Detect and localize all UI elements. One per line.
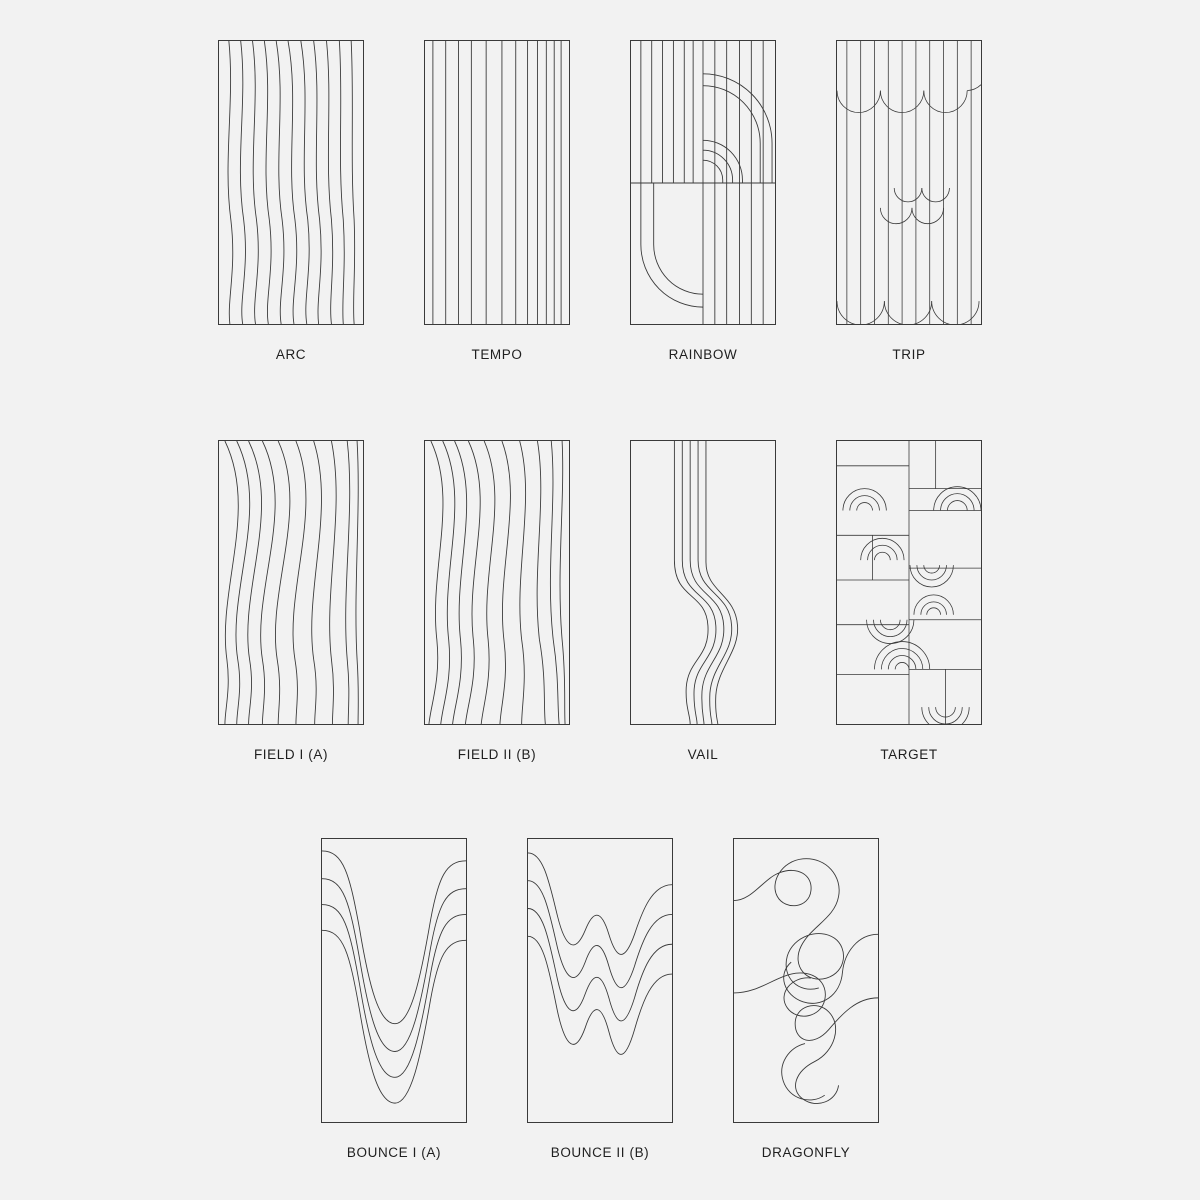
pattern-cell-target[interactable]: [806, 440, 1012, 762]
pattern-label: DRAGONFLY: [761, 1145, 851, 1160]
pattern-panel-field-2-b[interactable]: [424, 440, 570, 725]
pattern-label: FIELD II (B): [457, 747, 537, 762]
pattern-cell-rainbow[interactable]: [600, 40, 806, 362]
pattern-cell-bounce-2-b[interactable]: [497, 838, 703, 1160]
pattern-row-1: [0, 40, 1200, 362]
pattern-label: BOUNCE II (B): [550, 1145, 650, 1160]
pattern-panel-rainbow[interactable]: [630, 40, 776, 325]
pattern-panel-trip[interactable]: [836, 40, 982, 325]
row-3-spacer: [85, 838, 291, 1160]
pattern-cell-arc[interactable]: [188, 40, 394, 362]
pattern-panel-vail[interactable]: [630, 440, 776, 725]
pattern-label: TRIP: [892, 347, 926, 362]
pattern-cell-vail[interactable]: [600, 440, 806, 762]
pattern-panel-arc[interactable]: [218, 40, 364, 325]
continuous-loop-scribble-icon: [734, 839, 878, 1122]
pattern-cell-dragonfly[interactable]: [703, 838, 909, 1160]
pattern-cell-bounce-1-a[interactable]: [291, 838, 497, 1160]
pattern-label: BOUNCE I (A): [346, 1145, 442, 1160]
pattern-cell-field-2-b[interactable]: [394, 440, 600, 762]
cascading-s-curves-icon: [631, 441, 775, 724]
pattern-cell-tempo[interactable]: [394, 40, 600, 362]
pattern-label: FIELD I (A): [253, 747, 329, 762]
pattern-row-3: [0, 838, 1200, 1160]
vertical-straight-lines-icon: [425, 41, 569, 324]
nested-double-waves-icon: [528, 839, 672, 1122]
pattern-label: TEMPO: [471, 347, 523, 362]
pattern-label: TARGET: [880, 747, 938, 762]
scalloped-arch-rows-icon: [837, 41, 981, 324]
pattern-panel-dragonfly[interactable]: [733, 838, 879, 1123]
pattern-cell-field-1-a[interactable]: [188, 440, 394, 762]
row-3-spacer-right: [909, 838, 1115, 1160]
nested-arcs-and-stripes-icon: [631, 41, 775, 324]
concentric-half-circles-tiles-icon: [837, 441, 981, 724]
pattern-label: RAINBOW: [668, 347, 738, 362]
pattern-panel-field-1-a[interactable]: [218, 440, 364, 725]
nested-u-waves-icon: [322, 839, 466, 1122]
pattern-cell-trip[interactable]: [806, 40, 1012, 362]
flowing-vertical-curves-mirrored-icon: [425, 441, 569, 724]
pattern-panel-tempo[interactable]: [424, 40, 570, 325]
pattern-panel-bounce-2-b[interactable]: [527, 838, 673, 1123]
vertical-wavy-lines-icon: [219, 41, 363, 324]
pattern-panel-target[interactable]: [836, 440, 982, 725]
pattern-label: ARC: [275, 347, 307, 362]
flowing-vertical-curves-icon: [219, 441, 363, 724]
pattern-label: VAIL: [687, 747, 719, 762]
pattern-panel-bounce-1-a[interactable]: [321, 838, 467, 1123]
pattern-row-2: [0, 440, 1200, 762]
